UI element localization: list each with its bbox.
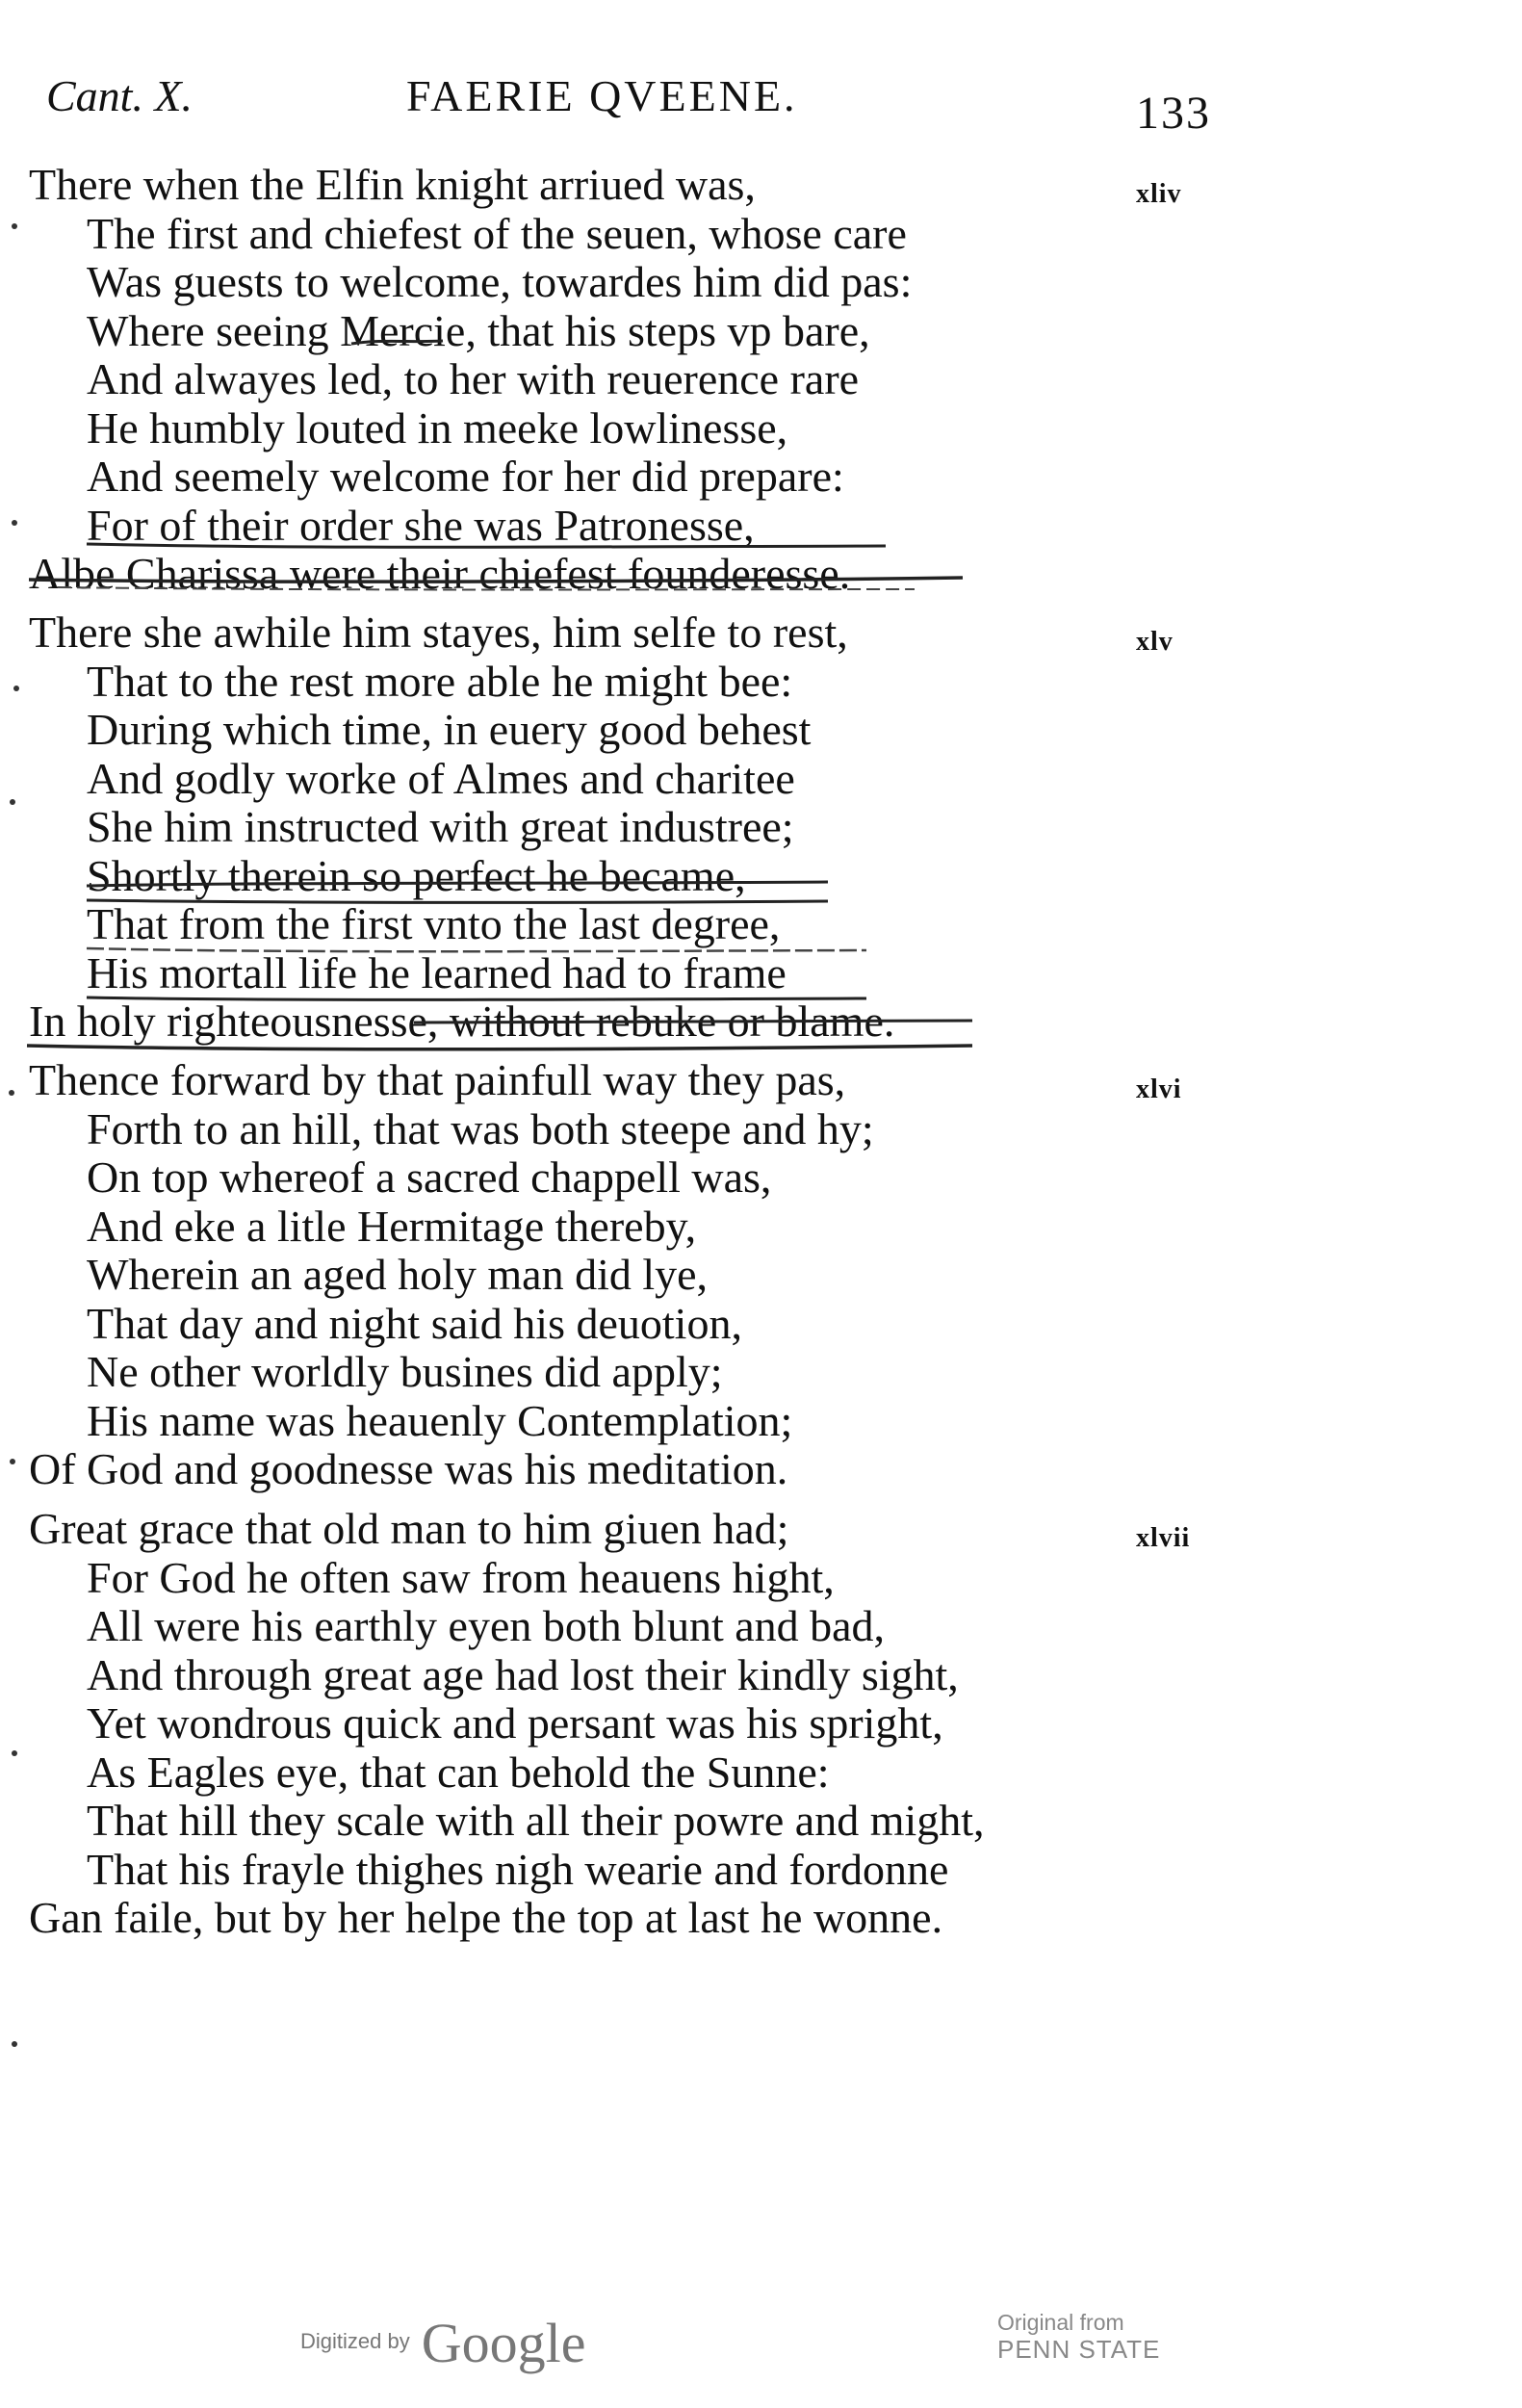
- margin-mark: [10, 799, 15, 805]
- verse-line: Forth to an hill, that was both steepe and hy;: [87, 1103, 874, 1153]
- running-title: FAERIE QVEENE.: [406, 71, 798, 120]
- page-number: 133: [1136, 88, 1211, 139]
- verse-line: That from the first vnto the last degree,: [87, 899, 781, 948]
- stanza-number: xliv: [1136, 179, 1182, 209]
- margin-mark: [12, 223, 17, 229]
- verse-line: Was guests to welcome, towardes him did pas:: [87, 257, 913, 306]
- margin-mark: [12, 1750, 17, 1756]
- verse-line: That hill they scale with all their powre and might,: [87, 1796, 985, 1845]
- verse-line: During which time, in euery good behest: [87, 705, 812, 754]
- margin-mark: [12, 520, 17, 526]
- verse-line: All were his earthly eyen both blunt and bad,: [87, 1601, 886, 1650]
- source-name: PENN STATE: [997, 2335, 1161, 2364]
- verse-line: That day and night said his deuotion,: [87, 1298, 742, 1348]
- verse-line: Gan faile, but by her helpe the top at last he wonne.: [29, 1893, 943, 1942]
- canto-label: Cant. X.: [46, 71, 193, 120]
- verse-line: That to the rest more able he might bee:: [87, 656, 793, 706]
- verse-line: The first and chiefest of the seuen, whose care: [87, 208, 907, 258]
- verse-line: For of their order she was Patronesse,: [87, 500, 755, 550]
- original-label: Original from: [997, 2310, 1124, 2335]
- verse-line: For God he often saw from heauens hight,: [87, 1552, 835, 1602]
- verse-line: Albe Charissa were their chiefest founderesse.: [29, 549, 851, 598]
- verse-line: Shortly therein so perfect he became,: [87, 850, 746, 900]
- verse-line: He humbly louted in meeke lowlinesse,: [87, 402, 788, 453]
- ink-underline: [27, 1046, 972, 1049]
- stanza-number: xlvi: [1136, 1075, 1182, 1104]
- verse-line: And eke a litle Hermitage thereby,: [87, 1201, 697, 1251]
- verse-line: His mortall life he learned had to frame: [87, 947, 787, 997]
- verse-line: Of God and goodnesse was his meditation.: [29, 1444, 788, 1493]
- margin-mark: [10, 1459, 15, 1464]
- verse-line: In holy righteousnesse, without rebuke or blame.: [29, 997, 895, 1046]
- stanza-xlv: [29, 608, 1184, 1047]
- margin-mark: [12, 2041, 17, 2047]
- verse-line: Great grace that old man to him giuen had;: [29, 1504, 789, 1553]
- verse-line: There when the Elfin knight arriued was,: [29, 160, 756, 209]
- verse-line: And godly worke of Almes and charitee: [87, 753, 795, 803]
- verse-line: She him instructed with great industree;: [87, 802, 794, 851]
- verse-line: Where seeing Mercie, that his steps vp bare,: [87, 305, 870, 355]
- digitized-label: Digitized by: [300, 2329, 410, 2353]
- stanza-xlvi: [29, 1056, 1184, 1494]
- verse-line: Thence forward by that painfull way they pas,: [29, 1055, 846, 1104]
- stanza-xliv: [29, 161, 1184, 599]
- google-logo: Google: [421, 2312, 586, 2374]
- verse-line: As Eagles eye, that can behold the Sunne:: [87, 1747, 830, 1797]
- stanza-xlvii: [29, 1505, 1184, 1943]
- verse-line: And through great age had lost their kindly sight,: [87, 1649, 959, 1699]
- verse-line: His name was heauenly Contemplation;: [87, 1395, 793, 1445]
- stanza-number: xlv: [1136, 627, 1174, 657]
- verse-line: Wherein an aged holy man did lye,: [87, 1250, 709, 1299]
- verse-line: Ne other worldly busines did apply;: [87, 1347, 723, 1396]
- verse-line: That his frayle thighes nigh wearie and fordonne: [87, 1844, 949, 1894]
- stanza-number: xlvii: [1136, 1523, 1191, 1553]
- digitized-by-google: [300, 2311, 585, 2375]
- margin-mark: [13, 686, 19, 691]
- verse-line: And seemely welcome for her did prepare:: [87, 452, 844, 501]
- verse-line: And alwayes led, to her with reuerence rare: [87, 354, 860, 403]
- verse-line: On top whereof a sacred chappell was,: [87, 1152, 772, 1202]
- margin-mark: [9, 1090, 14, 1096]
- original-source: [997, 2309, 1160, 2363]
- verse-line: There she awhile him stayes, him selfe to rest,: [29, 608, 848, 657]
- verse-line: Yet wondrous quick and persant was his spright,: [87, 1698, 943, 1748]
